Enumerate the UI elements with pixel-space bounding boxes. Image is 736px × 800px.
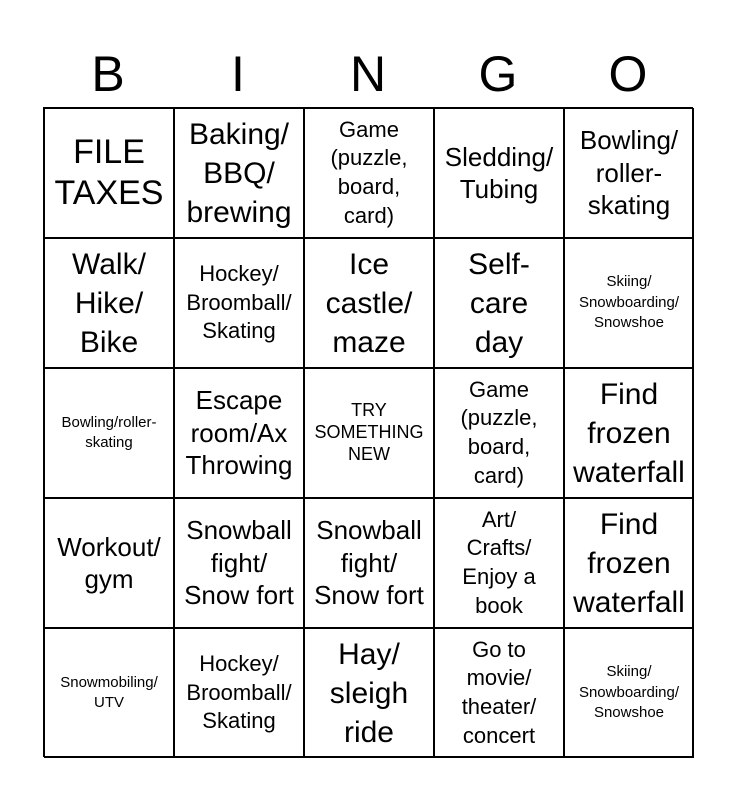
bingo-cell[interactable] [304, 498, 434, 628]
bingo-cell[interactable] [304, 628, 434, 758]
header-letter-n: N [349, 46, 387, 102]
cell-text: Skiing/ Snowboarding/ Snowshoe [578, 273, 680, 332]
bingo-cell[interactable] [174, 628, 304, 758]
cell-text: Go to movie/ theater/ concert [461, 636, 537, 748]
header-letter-i: I [231, 46, 245, 102]
bingo-cell[interactable] [434, 238, 564, 368]
cell-text: Game (puzzle, board, card) [330, 116, 408, 228]
cell-text: Snowball fight/ Snow fort [184, 515, 294, 611]
cell-text: Hockey/ Broomball/ Skating [186, 651, 292, 734]
bingo-cell[interactable] [174, 368, 304, 498]
cell-text: Snowmobiling/ UTV [60, 673, 158, 711]
bingo-cell[interactable] [304, 238, 434, 368]
cell-text: Workout/ gym [57, 531, 161, 594]
header-letter-b: B [91, 46, 125, 102]
cell-text: Art/ Crafts/ Enjoy a book [462, 506, 536, 618]
bingo-header [43, 40, 693, 108]
cell-text: Bowling/ roller- skating [579, 125, 679, 221]
free-space-cell[interactable] [304, 368, 434, 498]
bingo-cell[interactable] [304, 108, 434, 238]
cell-text: Hay/ sleigh ride [329, 637, 409, 749]
cell-text: Skiing/ Snowboarding/ Snowshoe [578, 663, 680, 722]
cell-text: FILE TAXES [54, 132, 164, 212]
bingo-cell[interactable] [44, 368, 174, 498]
bingo-cell[interactable] [564, 498, 694, 628]
bingo-cell[interactable] [44, 238, 174, 368]
cell-text: Baking/ BBQ/ brewing [186, 117, 292, 229]
header-letter-o: O [608, 46, 648, 102]
bingo-cell[interactable] [174, 108, 304, 238]
cell-text: TRY SOMETHING NEW [314, 400, 424, 464]
bingo-cell[interactable] [434, 628, 564, 758]
cell-text: Snowball fight/ Snow fort [314, 515, 424, 611]
cell-text: Ice castle/ maze [325, 247, 413, 359]
cell-text: Find frozen waterfall [573, 507, 685, 619]
cell-text: Walk/ Hike/ Bike [72, 247, 146, 359]
bingo-cell[interactable] [434, 498, 564, 628]
cell-text: Hockey/ Broomball/ Skating [186, 261, 292, 344]
cell-text: Escape room/Ax Throwing [185, 385, 293, 481]
bingo-cell[interactable] [564, 628, 694, 758]
bingo-cell[interactable] [564, 238, 694, 368]
bingo-cell[interactable] [44, 108, 174, 238]
cell-text: Sledding/ Tubing [444, 141, 554, 204]
cell-text: Self- care day [468, 247, 530, 359]
bingo-card-grid [43, 107, 693, 757]
cell-text: Bowling/roller- skating [61, 413, 157, 451]
bingo-cell[interactable] [174, 498, 304, 628]
bingo-cell[interactable] [434, 368, 564, 498]
bingo-cell[interactable] [44, 498, 174, 628]
bingo-cell[interactable] [44, 628, 174, 758]
bingo-cell[interactable] [564, 368, 694, 498]
cell-text: Find frozen waterfall [573, 377, 685, 489]
header-letter-g: G [478, 46, 518, 102]
bingo-cell[interactable] [434, 108, 564, 238]
bingo-cell[interactable] [174, 238, 304, 368]
cell-text: Game (puzzle, board, card) [460, 376, 538, 488]
bingo-cell[interactable] [564, 108, 694, 238]
